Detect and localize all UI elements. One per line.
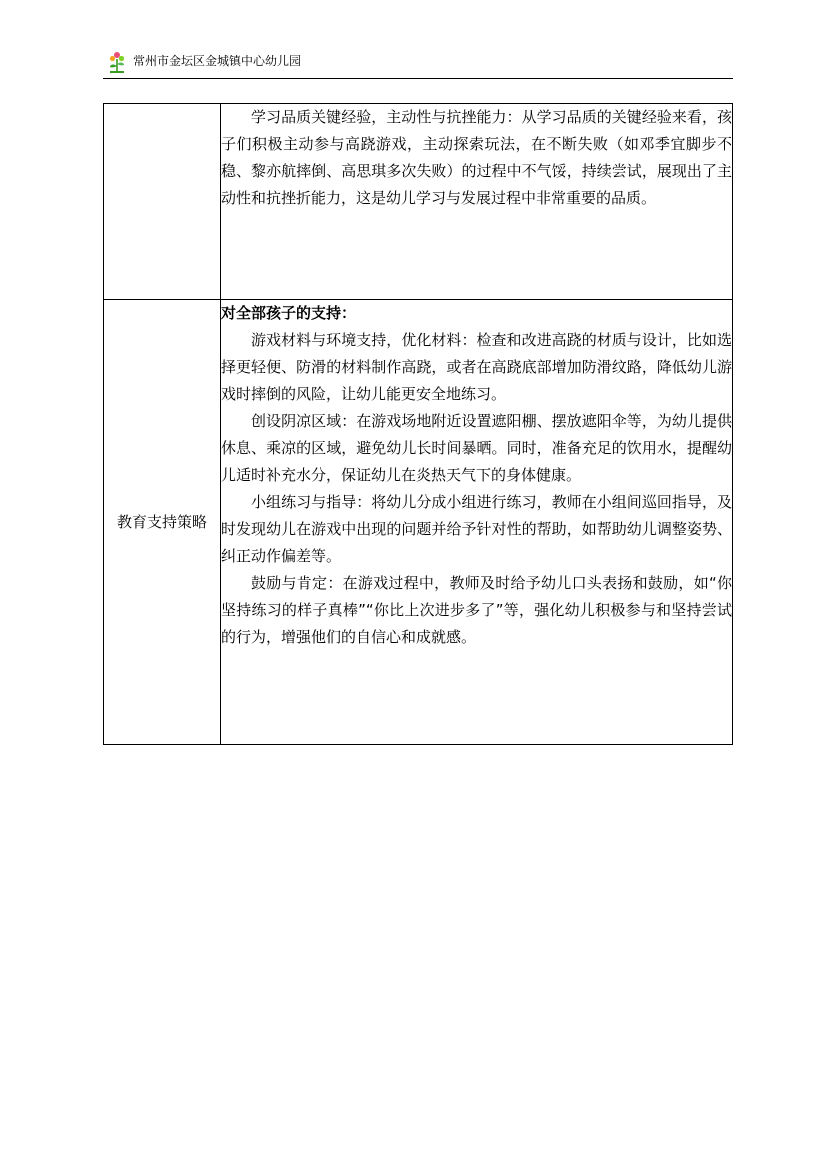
strategy-content-cell	[221, 300, 733, 745]
row1-content-cell	[221, 104, 733, 300]
page-header	[103, 48, 733, 79]
kindergarten-flower-logo-icon	[106, 51, 128, 75]
row1-label-cell	[104, 104, 221, 300]
table-row	[104, 300, 733, 745]
table-row	[104, 104, 733, 300]
header-title: 常州市金坛区金城镇中心幼儿园	[133, 54, 302, 68]
learning-quality-paragraph: 学习品质关键经验，主动性与抗挫能力：从学习品质的关键经验来看，孩子们积极主动参与高跷游戏，主动探索玩法，在不断失败（如邓季宜脚步不稳、黎亦航摔倒、高思琪多次失败）的过程中不气馁，持续尝试，展现出了主动性和抗挫折能力，这是幼儿学习与发展过程中非常重要的品质。	[221, 108, 732, 207]
group-practice-paragraph: 小组练习与指导：将幼儿分成小组进行练习，教师在小组间巡回指导，及时发现幼儿在游戏中出现的问题并给予针对性的帮助，如帮助幼儿调整姿势、纠正动作偏差等。	[221, 493, 732, 565]
material-support-paragraph: 游戏材料与环境支持，优化材料：检查和改进高跷的材质与设计，比如选择更轻便、防滑的材料制作高跷，或者在高跷底部增加防滑纹路，降低幼儿游戏时摔倒的风险，让幼儿能更安全地练习。	[221, 331, 732, 403]
shade-area-paragraph: 创设阴凉区域：在游戏场地附近设置遮阳棚、摆放遮阳伞等，为幼儿提供休息、乘凉的区域，避免幼儿长时间暴晒。同时，准备充足的饮用水，提醒幼儿适时补充水分，保证幼儿在炎热天气下的身体健康。	[221, 412, 732, 484]
observation-table	[103, 103, 733, 745]
strategy-label-cell: 教育支持策略	[104, 300, 221, 745]
encouragement-paragraph: 鼓励与肯定：在游戏过程中，教师及时给予幼儿口头表扬和鼓励，如“你坚持练习的样子真棒”“你比上次进步多了”等，强化幼儿积极参与和坚持尝试的行为，增强他们的自信心和成就感。	[221, 574, 732, 646]
support-heading: 对全部孩子的支持：	[221, 304, 357, 322]
